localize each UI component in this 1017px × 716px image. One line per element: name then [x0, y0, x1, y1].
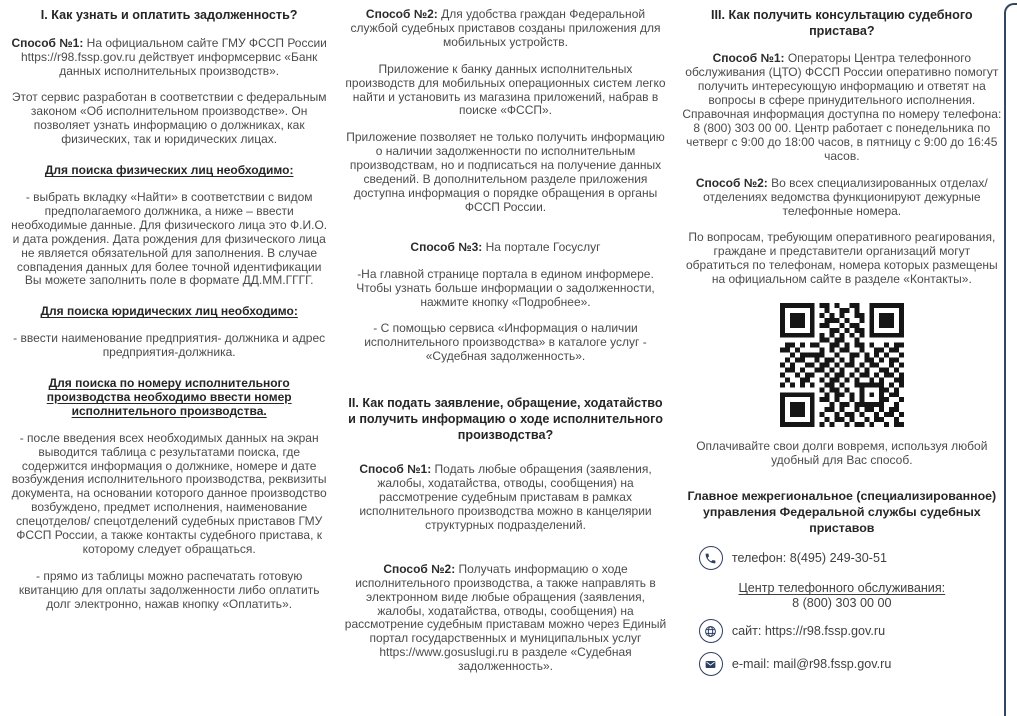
- duty-phones-label: Способ №2:: [695, 175, 768, 190]
- gosuslugi-service-item: - С помощью сервиса «Информация о наличии исполнительного производства» в каталоге услуг - «Судебная задолженность».: [364, 321, 647, 364]
- call-center-heading: Центр телефонного обслуживания:: [738, 581, 946, 596]
- section-3-title: III. Как получить консультацию судебного пристава?: [711, 8, 973, 38]
- call-center-phone: 8 (800) 303 00 00: [792, 595, 892, 610]
- column-how-to-pay: [8, 0, 330, 716]
- method-2-paragraph: [344, 8, 666, 50]
- print-receipt-description: - прямо из таблицы можно распечатать готовую квитанцию для оплаты задолженности либо оплатить долг электронно, нажав кнопку «Оплатить».: [18, 568, 320, 611]
- section2-method-2-text: Получать информацию о ходе исполнительного производства, а также направлять в электронном виде любые обращения (заявления, жалобы, ходатайства, отводы, сообщения) на рассмотрение судебным приставам можно через Единый портал государственных и муниципальных услуг https://www.gosuslugi.ru в разделе «Судебная задолженность».: [344, 561, 667, 674]
- gosuslugi-informer-item: -На главной странице портала в едином информере. Чтобы узнать больше информации о задолженности, нажмите кнопку «Подробнее».: [356, 266, 655, 309]
- app-install-description: Приложение к банку данных исполнительных производств для мобильных операционных систем легко найти и установить из магазина приложений, набрав в поиске «ФССП».: [345, 61, 666, 118]
- column-consultation-contacts: [681, 0, 1003, 716]
- phone-contact-row: [699, 546, 985, 570]
- section-1-title: I. Как узнать и оплатить задолженность?: [40, 8, 298, 22]
- legal-entities-search-heading: Для поиска юридических лиц необходимо:: [40, 304, 298, 319]
- organization-name: Главное межрегиональное (специализированное) управления Федеральной службы судебных приставов: [687, 488, 997, 536]
- section2-method-2-paragraph: [344, 563, 666, 674]
- section2-method-1-text: Подать любые обращения (заявления, жалобы, ходатайства, отводы, сообщения) на рассмотрение судебным приставам в рамках исполнительного производства можно в канцелярии структурных подразделений.: [359, 462, 652, 532]
- website-text: сайт: https://r98.fssp.gov.ru: [731, 624, 886, 639]
- section2-method-2-label: Способ №2:: [383, 561, 456, 576]
- individuals-search-heading: Для поиска физических лиц необходимо:: [44, 163, 294, 178]
- contacts-section-note: По вопросам, требующим оперативного реагирования, граждане и представители организаций могут обратиться по телефонам, номера которых размещены на официальном сайте в разделе «Контакты».: [685, 230, 998, 287]
- method-3-paragraph: [344, 241, 666, 255]
- mail-icon: [699, 652, 723, 676]
- pay-on-time-note: Оплачивайте свои долги вовремя, используя любой удобный для Вас способ.: [696, 439, 988, 467]
- method-2-label: Способ №2:: [365, 7, 438, 21]
- section-2-title: II. Как подать заявление, обращение, ходатайство и получить информацию о ходе исполнительного производства?: [348, 396, 663, 442]
- email-contact-row: [699, 652, 985, 676]
- column-mobile-and-requests: [344, 0, 666, 716]
- globe-icon: [699, 619, 723, 643]
- case-number-search-heading: Для поиска по номеру исполнительного производства необходимо ввести номер исполнительного производства.: [46, 376, 292, 418]
- cto-method-1-paragraph: [681, 52, 1003, 163]
- phone-icon: [699, 546, 723, 570]
- duty-phones-text: Во всех специализированных отделах/ отделениях ведомства функционируют дежурные телефонные номера.: [703, 175, 988, 218]
- call-center-block: [699, 581, 985, 610]
- legal-entities-search-instructions: - ввести наименование предприятия- должника и адрес предприятия-должника.: [13, 331, 326, 360]
- method-3-label: Способ №3:: [410, 239, 483, 254]
- method-1-paragraph: [8, 37, 330, 79]
- cto-method-1-label: Способ №1:: [712, 51, 785, 66]
- method-1-text: На официальном сайте ГМУ ФССП России https://r98.fssp.gov.ru действует информсервис «Банк данных исполнительных производств».: [20, 35, 327, 78]
- cto-method-1-text: Операторы Центра телефонного обслуживания (ЦТО) ФССП России оперативно помогут получить интересующую информацию и ответят на вопросы в сфере принудительного исполнения. Справочная информация доступна по номеру телефона: 8 (800) 303 00 00. Центр работает с понедельника по четверг с 9:00 до 18:00 часов, в пятницу с 9:00 до 16:45 часов.: [682, 51, 1002, 163]
- section2-method-1-paragraph: [344, 463, 666, 533]
- email-text: e-mail: mail@r98.fssp.gov.ru: [731, 657, 892, 672]
- method-2-text: Для удобства граждан Федеральной службой судебных приставов созданы приложения для мобильных устройств.: [350, 7, 661, 49]
- website-contact-row: [699, 619, 985, 643]
- method-3-text: На портале Госуслуг: [485, 239, 601, 254]
- results-table-description: - после введения всех необходимых данных на экран выводится таблица с результатами поиска, где содержится информация о должнике, номере и дате возбуждения исполнительного производства, реквизиты документа, на основании которого данное производство возбуждено, предмет исполнения, наименование спецотделов/ спецотделений судебных приставов ГМУ ФССП России, а также контакты судебного пристава, к которому следует обращаться.: [11, 430, 327, 557]
- individuals-search-instructions: - выбрать вкладку «Найти» в соответствии с видом предполагаемого должника, а ниже – ввести необходимые данные. Для физического лица это Ф.И.О. и дата рождения. Дата рождения для физического лица не является обязательной для заполнения. В случае совпадения данных для более точной идентификации Вы можете заполнить поле в формате ДД.ММ.ГГГГ.: [11, 189, 328, 288]
- qr-code-svg: [780, 303, 904, 427]
- section2-method-1-label: Способ №1:: [359, 462, 432, 477]
- service-description: Этот сервис разработан в соответствии с федеральным законом «Об исполнительном производстве». Он позволяет узнать информацию о должниках, как физических, так и юридических лицах.: [11, 90, 327, 147]
- phone-number-text: телефон: 8(495) 249-30-51: [731, 550, 888, 565]
- qr-code: [780, 303, 904, 427]
- method-1-label: Способ №1:: [11, 35, 84, 50]
- app-features-description: Приложение позволяет не только получить информацию о наличии задолженности по исполнительным производствам, но и подписаться на получение данных сведений. В дополнительном разделе приложения доступна информация о порядке обращения в органы ФССП России.: [346, 130, 665, 214]
- contact-list: [699, 546, 985, 676]
- duty-phones-paragraph: [681, 177, 1003, 219]
